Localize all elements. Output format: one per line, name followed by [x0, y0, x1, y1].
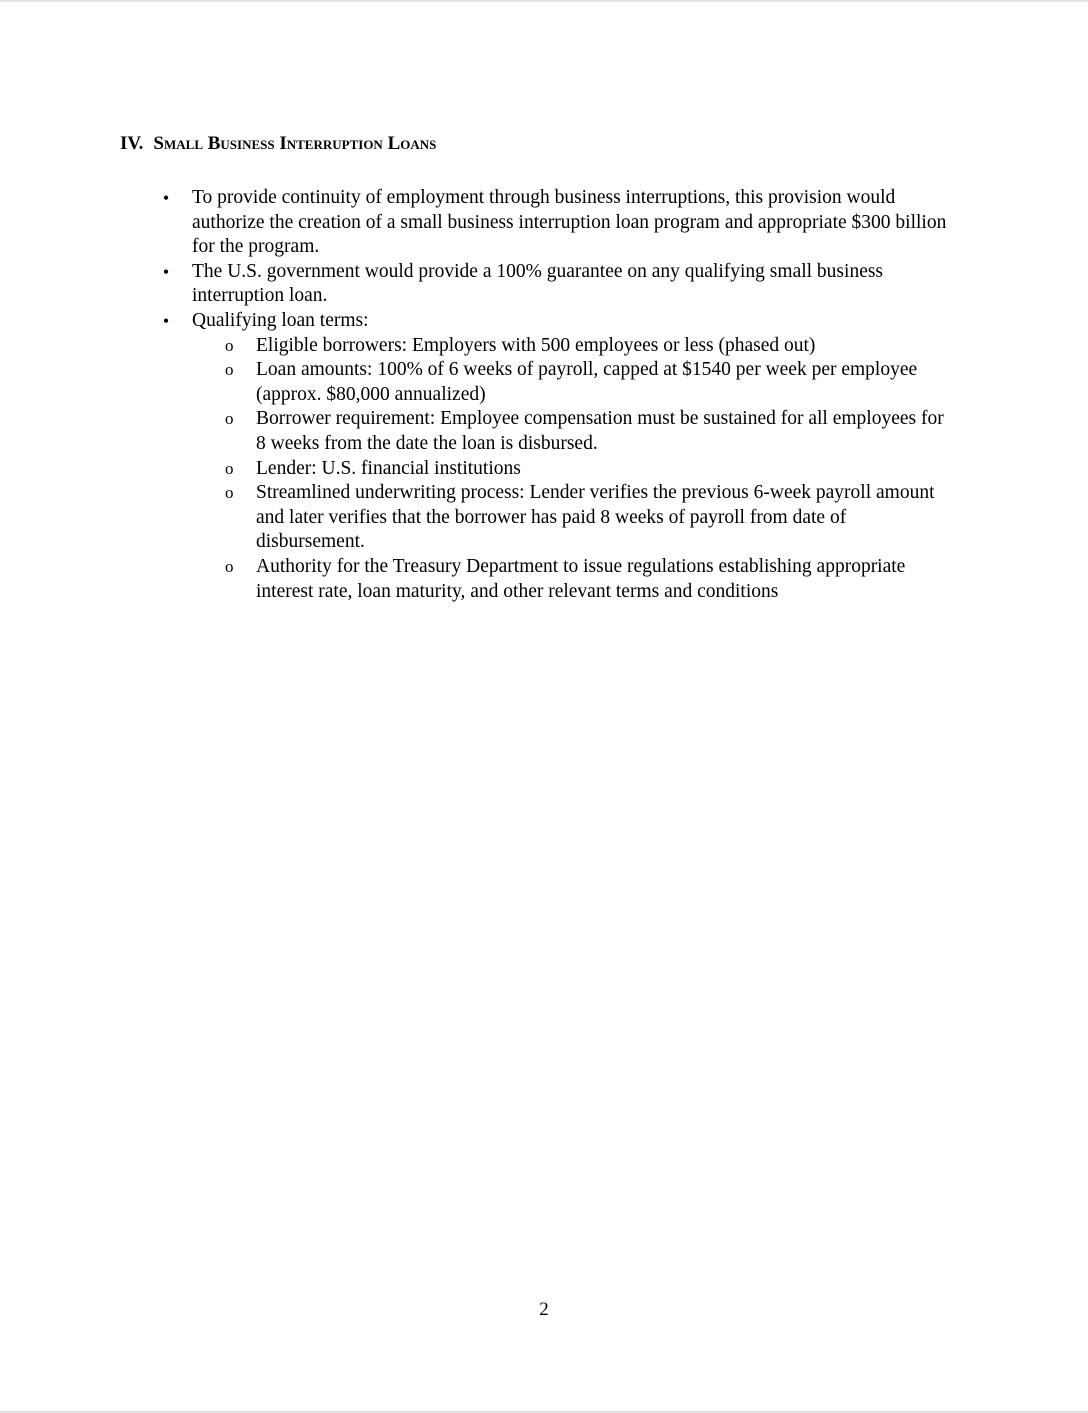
bullet-item-continuity: [0, 186, 952, 260]
bullet-item-guarantee: [0, 260, 952, 309]
sub-item-text: Eligible borrowers: Employers with 500 employees or less (phased out): [256, 334, 816, 356]
sub-item-borrower-requirement: [0, 407, 956, 456]
sub-bullet-marker: o: [225, 335, 234, 355]
section-title: Small Business Interruption Loans: [153, 133, 437, 154]
sub-item-text: Lender: U.S. financial institutions: [256, 457, 521, 479]
sub-item-underwriting: [0, 481, 956, 555]
bullet-text: The U.S. government would provide a 100% guarantee on any qualifying small business interruption loan.: [192, 260, 884, 307]
sub-bullet-marker: o: [225, 360, 234, 380]
sub-item-text: Authority for the Treasury Department to issue regulations establishing appropriate interest rate, loan maturity, and other relevant terms and conditions: [256, 555, 906, 602]
page-top-edge: [0, 0, 1088, 2]
bullet-text: Qualifying loan terms:: [192, 309, 369, 331]
section-heading: [120, 132, 436, 156]
sub-bullet-marker: o: [225, 458, 234, 478]
section-number: IV.: [120, 133, 144, 154]
bullet-marker: •: [162, 310, 170, 331]
sub-item-lender: [0, 457, 956, 482]
sub-item-text: Loan amounts: 100% of 6 weeks of payroll, capped at $1540 per week per employee (approx. $80,000 annualized): [256, 359, 918, 405]
bullet-item-loan-terms: [0, 309, 952, 334]
bullet-text: To provide continuity of employment through business interruptions, this provision would authorize the creation of a small business interruption loan program and appropriate $300 billion for the program.: [192, 187, 947, 258]
document-body: [0, 186, 1088, 604]
bullet-marker: •: [162, 188, 170, 208]
bullet-marker: •: [162, 261, 170, 282]
sub-item-text: Borrower requirement: Employee compensation must be sustained for all employees for 8 weeks from the date the loan is disbursed.: [256, 408, 944, 454]
sub-item-treasury-authority: [0, 555, 956, 604]
sub-item-loan-amounts: [0, 358, 956, 407]
sub-item-eligible-borrowers: [0, 334, 956, 359]
sub-bullet-marker: o: [225, 409, 234, 429]
sub-bullet-marker: o: [225, 483, 234, 503]
page-number: 2: [539, 1299, 549, 1320]
sub-bullet-marker: o: [225, 556, 234, 576]
sub-item-text: Streamlined underwriting process: Lender verifies the previous 6-week payroll amount and later verifies that the borrower has paid 8 weeks of payroll from date of disbursement.: [256, 482, 935, 553]
